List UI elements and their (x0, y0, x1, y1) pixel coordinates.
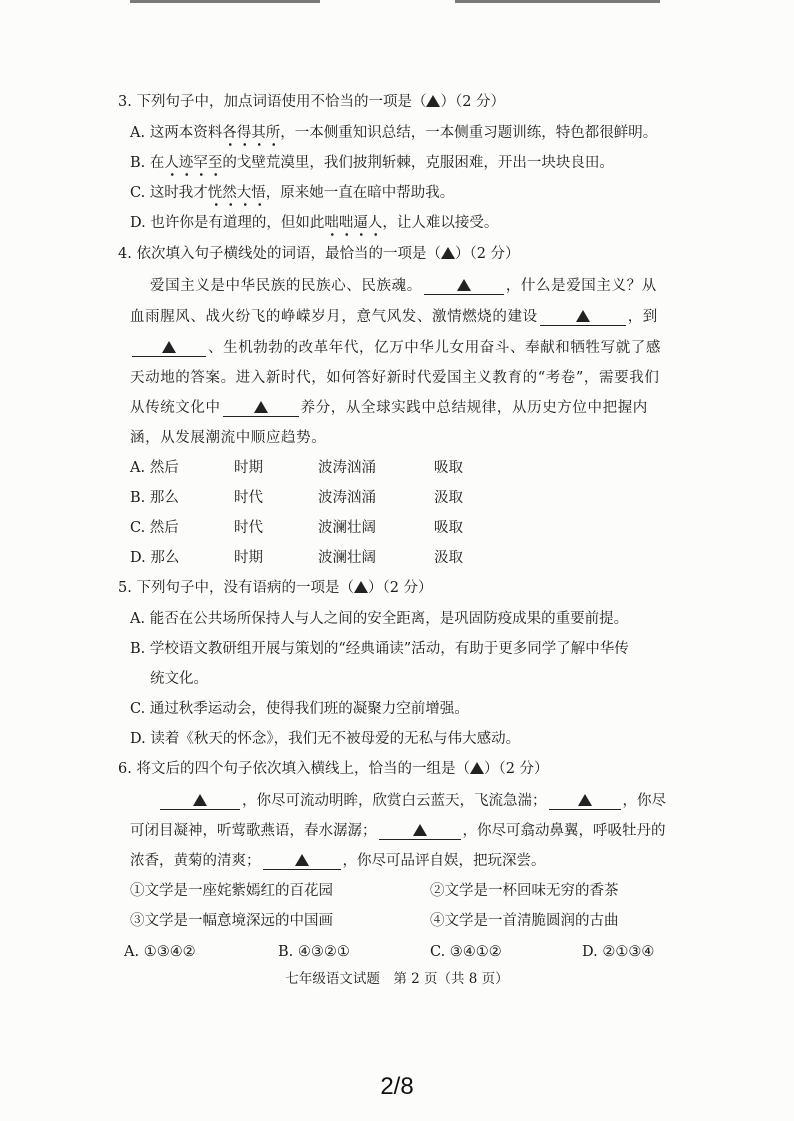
emphasized-phrase: 各得其所 (222, 125, 281, 141)
answer-triangle-icon (413, 824, 427, 836)
passage-line: 涵，从发展潮流中顺应趋势。 (130, 430, 327, 446)
fill-blank (549, 793, 621, 810)
answer-triangle-icon (295, 854, 309, 866)
passage-line: 血雨腥风、战火纷飞的峥嵘岁月，意气风发、激情燃烧的建设 ，到 (130, 309, 658, 325)
choice-a: A. ①③④② (124, 944, 196, 960)
sentence-1: ①文学是一座姹紫嫣红的百花园 (130, 883, 333, 899)
question-5-option-a: A. 能否在公共场所保持人与人之间的安全距离，是巩固防疫成果的重要前提。 (130, 611, 629, 627)
page-footer: 七年级语文试题 第 2 页（共 8 页） (285, 971, 509, 987)
sentence-4: ④文学是一首清脆圆润的古曲 (430, 913, 619, 929)
answer-triangle-icon (441, 247, 455, 259)
fill-blank (424, 278, 504, 295)
question-5-option-c: C. 通过秋季运动会，使得我们班的凝聚力空前增强。 (130, 701, 469, 717)
scanned-exam-page: 3. 下列句子中，加点词语使用不恰当的一项是（ ）（2 分） A. 这两本资料各得其所，一本侧重知识总结，一本侧重习题训练，特色都很鲜明。 B. 在人迹罕至的戈壁荒漠里，我们披荆斩棘，克服困难，开出一块块良田。 C. 这时我才恍然大悟，原来她一直在暗中帮助我。 D. 也许你是有道理的，但如此咄咄逼人，让人难以接受。 4. 依次填入句子横线处的词语，最恰当的一项是（ ）（2 分） 爱国主义是中华民族的民族心、民族魂。 ，什么是爱国主义？从 血雨腥风、战火纷飞的峥嵘岁月，意气风发、激情燃烧的建设 ，到 、生机勃勃的改革年代，亿万中华儿女用奋斗、奉献和牺牲写就了感 天动地的答案。进入新时代，如何答好新时代爱国主义教育的“考卷”，需要我们 从传统文化中 养分，从全球实践中总结规律，从历史方位中把握内 涵，从发展潮流中顺应趋势。 A. 然后 时期 波涛汹涌 吸取 B. 那么 时代 波涛汹涌 汲取 C. 然后 时代 波澜壮阔 吸取 D. 那么 时期 波澜壮阔 汲取 5. 下列句子中，没有语病的一项是（ ）（2 分） A. 能否在公共场所保持人与人之间的安全距离，是巩固防疫成果的重要前提。 B. 学校语文教研组开展与策划的“经典诵读”活动，有助于更多同学了解中华传 统文化。 C. 通过秋季运动会，使得我们班的凝聚力空前增强。 D. 读着《秋天的怀念》，我们无不被母爱的无私与伟大感动。 6. 将文后的四个句子依次填入横线上，恰当的一组是（ ）（2 分） ，你尽可流动明眸，欣赏白云蓝天，飞流急湍； ，你尽 可闭目凝神，听莺歌燕语，春水潺潺； ，你尽可翕动鼻翼，呼吸牡丹的 浓香，黄菊的清爽； ，你尽可品评自娱，把玩深尝。 ①文学是一座姹紫嫣红的百花园 ②文学是一杯回味无穷的香茶 ③文学是一幅意境深远的中国画 ④文学是一首清脆圆润的古曲 A. ①③④② B. ④③②① C. ③④①② D. ②①③④ 七年级语文试题 第 2 页（共 8 页） (0, 0, 794, 1121)
question-6-stem: 6. 将文后的四个句子依次填入横线上，恰当的一组是（ ）（2 分） (118, 761, 549, 777)
passage-line: 、生机勃勃的改革年代，亿万中华儿女用奋斗、奉献和牺牲写就了感 (130, 338, 661, 358)
passage-line: 爱国主义是中华民族的民族心、民族魂。 ，什么是爱国主义？从 (150, 278, 657, 294)
answer-triangle-icon (254, 401, 268, 413)
answer-triangle-icon (576, 310, 590, 322)
fill-blank (540, 309, 626, 326)
answer-triangle-icon (193, 794, 207, 806)
emphasized-phrase: 咄咄逼人 (324, 215, 383, 231)
sentence-3: ③文学是一幅意境深远的中国画 (130, 913, 333, 929)
scan-edge-mark (130, 0, 320, 3)
answer-triangle-icon (354, 581, 368, 593)
passage-line: 从传统文化中 养分，从全球实践中总结规律，从历史方位中把握内 (130, 400, 648, 416)
choice-d: D. ②①③④ (582, 944, 655, 960)
scan-edge-mark (455, 0, 660, 3)
question-4-stem: 4. 依次填入句子横线处的词语，最恰当的一项是（ ）（2 分） (118, 246, 520, 262)
answer-triangle-icon (426, 95, 440, 107)
emphasized-phrase: 人迹罕至 (164, 155, 223, 171)
sentence-2: ②文学是一杯回味无穷的香茶 (430, 883, 619, 899)
question-5-stem: 5. 下列句子中，没有语病的一项是（ ）（2 分） (118, 580, 433, 596)
fill-blank (160, 793, 240, 810)
question-3-option-c: C. 这时我才恍然大悟，原来她一直在暗中帮助我。 (130, 185, 455, 201)
answer-triangle-icon (457, 279, 471, 291)
answer-triangle-icon (162, 341, 176, 353)
choice-b: B. ④③②① (278, 944, 350, 960)
fill-blank (132, 340, 206, 357)
question-5-option-b-continued: 统文化。 (150, 671, 208, 687)
question-3-option-b: B. 在人迹罕至的戈壁荒漠里，我们披荆斩棘，克服困难，开出一块块良田。 (130, 155, 614, 171)
fill-blank (223, 400, 299, 417)
question-6-passage-line: 浓香，黄菊的清爽； ，你尽可品评自娱，把玩深尝。 (130, 853, 546, 869)
question-6-passage-line: 可闭目凝神，听莺歌燕语，春水潺潺； ，你尽可翕动鼻翼，呼吸牡丹的 (130, 823, 666, 839)
question-3-option-a: A. 这两本资料各得其所，一本侧重知识总结，一本侧重习题训练，特色都很鲜明。 (130, 125, 658, 141)
question-5-option-d: D. 读着《秋天的怀念》，我们无不被母爱的无私与伟大感动。 (130, 731, 521, 747)
fill-blank (263, 853, 341, 870)
choice-c: C. ③④①② (430, 944, 502, 960)
answer-triangle-icon (578, 794, 592, 806)
fill-blank (379, 823, 461, 840)
question-3-stem: 3. 下列句子中，加点词语使用不恰当的一项是（ ）（2 分） (118, 94, 506, 110)
question-5-option-b: B. 学校语文教研组开展与策划的“经典诵读”活动，有助于更多同学了解中华传 (130, 641, 629, 657)
answer-triangle-icon (470, 762, 484, 774)
passage-line: 天动地的答案。进入新时代，如何答好新时代爱国主义教育的“考卷”，需要我们 (130, 370, 660, 386)
question-3-option-d: D. 也许你是有道理的，但如此咄咄逼人，让人难以接受。 (130, 215, 499, 231)
question-6-passage-line: ，你尽可流动明眸，欣赏白云蓝天，飞流急湍； ，你尽 (158, 791, 666, 811)
emphasized-phrase: 恍然大悟 (207, 185, 266, 201)
page-indicator: 2/8 (380, 1073, 414, 1100)
